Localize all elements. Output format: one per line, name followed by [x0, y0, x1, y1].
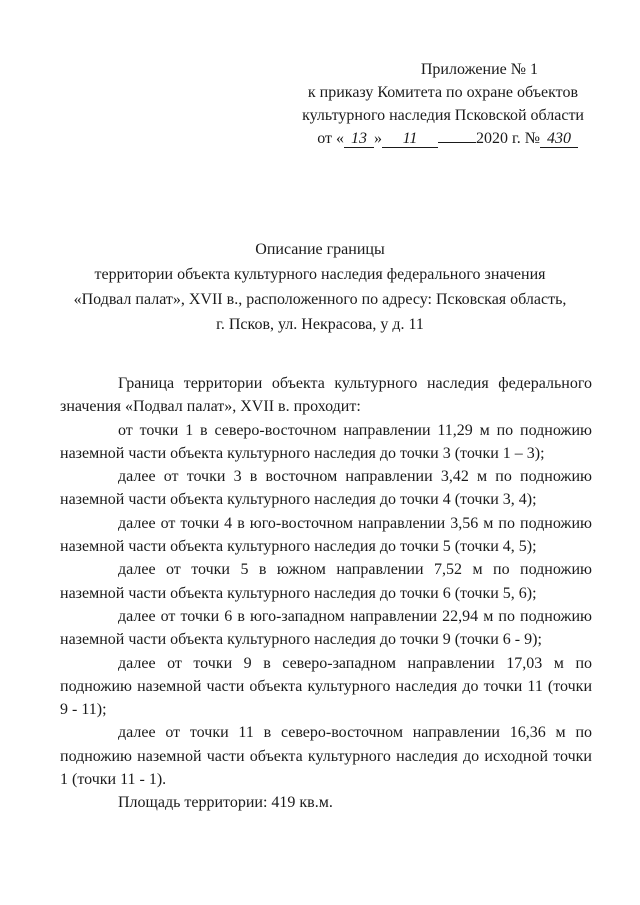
order-day: 13: [344, 130, 374, 148]
segment-3-4: далее от точки 3 в восточном направлении 3,42 м по подножию наземной части объекта культурного наследия до точки 4 (точки 3, 4);: [60, 468, 592, 509]
appendix-number: Приложение № 1: [420, 61, 538, 78]
order-date-line: [302, 127, 578, 150]
year-and-number-label: 2020 г. №: [475, 130, 540, 147]
date-prefix: от «: [317, 130, 344, 147]
quote-close: »: [373, 130, 382, 147]
order-reference: к приказу Комитета по охране объектов: [307, 84, 578, 101]
title-line-1: Описание границы: [255, 241, 385, 258]
segment-1-3: от точки 1 в северо-восточном направлении 11,29 м по подножию наземной части объекта культурного наследия до точки 3 (точки 1 – 3);: [60, 421, 592, 462]
title-line-3: «Подвал палат», XVII в., расположенного по адресу: Псковская область,: [73, 291, 567, 308]
date-underline: [438, 142, 476, 143]
area-statement: Площадь территории: 419 кв.м.: [118, 794, 333, 812]
intro-paragraph: Граница территории объекта культурного наследия федерального значения «Подвал палат», XVII в. проходит:: [60, 375, 592, 416]
segment-4-5: далее от точки 4 в юго-восточном направлении 3,56 м по подножию наземной части объекта культурного наследия до точки 5 (точки 4, 5);: [60, 514, 592, 556]
title-line-2: территории объекта культурного наследия федерального значения: [94, 266, 546, 283]
segment-5-6: далее от точки 5 в южном направлении 7,52 м по подножию наземной части объекта культурного наследия до точки 6 (точки 5, 6);: [60, 561, 592, 602]
title-line-4: г. Псков, ул. Некрасова, у д. 11: [216, 316, 424, 333]
boundary-description: [60, 372, 592, 815]
committee-name: культурного наследия Псковской области: [302, 107, 584, 124]
segment-11-1: далее от точки 11 в северо-восточном направлении 16,36 м по подножию наземной части объекта культурного наследия до исходной точки 1 (точки 11 - 1).: [60, 724, 592, 789]
appendix-header: [302, 58, 584, 150]
segment-6-9: далее от точки 6 в юго-западном направлении 22,94 м по подножию наземной части объекта культурного наследия до точки 9 (точки 6 - 9);: [60, 607, 592, 649]
document-title: [60, 237, 580, 337]
order-month: 11: [382, 130, 438, 148]
order-number: 430: [540, 130, 578, 148]
segment-9-11: далее от точки 9 в северо-западном направлении 17,03 м по подножию наземной части объекта культурного наследия до точки 11 (точки 9 - 11);: [60, 654, 592, 719]
